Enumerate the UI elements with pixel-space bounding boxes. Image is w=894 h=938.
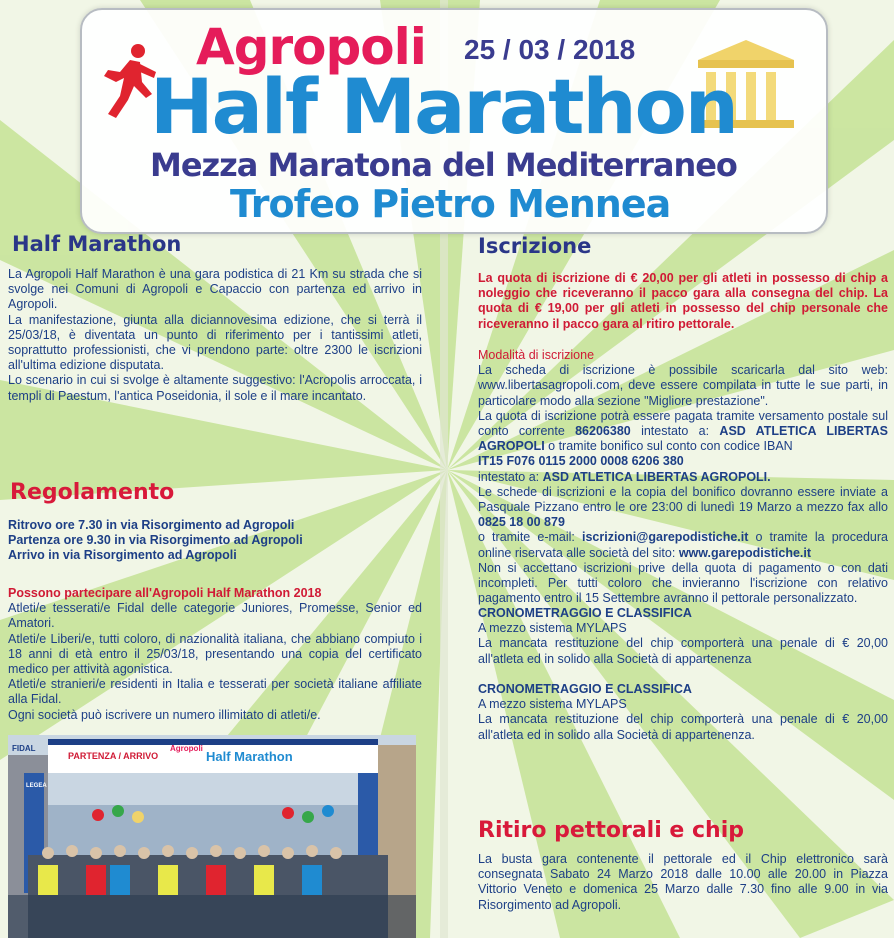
paragraph: Atleti/e tesserati/e Fidal delle categorie Juniores, Promesse, Senior ed Amatori. (8, 601, 422, 631)
text: intestato a: (478, 469, 543, 484)
half-marathon-heading: Half Marathon (12, 232, 182, 256)
paragraph: Atleti/e stranieri/e residenti in Italia e tesserati per società italiane affiliate alla Fidal. (8, 677, 422, 707)
banner-sponsor: FIDAL (12, 744, 36, 753)
schedule-line: Ritrovo ore 7.30 in via Risorgimento ad Agropoli (8, 518, 295, 532)
mode-paragraph (478, 470, 888, 485)
trophy-title: Trofeo Pietro Mennea (230, 182, 671, 226)
half-marathon-text (8, 267, 422, 404)
ritiro-text: La busta gara contenente il pettorale ed il Chip elettronico sarà consegnata Sabato 24 Marzo 2018 dalle 10.00 alle 20.00 in Piazza Vittorio Veneto e domenica 25 Marzo dalle 7.30 fino alle 9.00 in via Risorgimento ad Agropoli. (478, 852, 888, 912)
mode-paragraph (478, 485, 888, 531)
schedule (8, 518, 422, 564)
paragraph: La Agropoli Half Marathon è una gara podistica di 21 Km su strada che si svolge nei Comuni di Agropoli e Capaccio con partenza ed arrivo in Agropoli. (8, 267, 422, 312)
mode-title: Modalità di iscrizione (478, 348, 595, 362)
text: Le schede di iscrizioni e la copia del bonifico dovranno essere inviate a Pasquale Pizzano entro le ore 23:00 di lunedì 19 Marzo a mezzo fax allo (478, 484, 888, 515)
schedule-line: Partenza ore 9.30 in via Risorgimento ad Agropoli (8, 533, 303, 548)
subtitle: Mezza Maratona del Mediterraneo (150, 146, 737, 184)
timing-system: A mezzo sistema MYLAPS (478, 621, 627, 636)
race-start-photo (8, 735, 416, 938)
text: o tramite e-mail: (478, 530, 582, 545)
mode-paragraph (478, 409, 888, 455)
title-agropoli: Agropoli (196, 18, 426, 76)
regolamento-heading: Regolamento (10, 480, 175, 505)
participants-block (8, 586, 422, 723)
registration-modes (478, 348, 888, 606)
ritiro-heading: Ritiro pettorali e chip (478, 818, 744, 843)
paragraph: Ogni società può iscrivere un numero illimitato di atleti/e. (8, 707, 321, 722)
mode-paragraph: La scheda di iscrizione è possibile scaricarla dal sito web: www.libertasagropoli.com, deve essere compilata in tutte le sue parti, in particolare modo alla sezione "Migliore prestazione". (478, 363, 888, 408)
banner-brand: Agropoli (170, 744, 203, 753)
fee-text: La quota di iscrizione di € 20,00 per gli atleti in possesso di chip a noleggio che riceveranno il pacco gara alla consegna del chip. La quota di € 19,00 per gli atleti in possesso del chip personale che riceveranno il pacco gara al ritiro pettorale. (478, 271, 888, 331)
sponsor-left: LEGEA (26, 783, 47, 789)
event-date: 25 / 03 / 2018 (464, 34, 636, 65)
title-half-marathon: Half Marathon (150, 62, 737, 151)
postal-account: 86206380 (575, 424, 631, 439)
timing-penalty: La mancata restituzione del chip comporterà una penale di € 20,00 all'atleta ed in solido alla Società di appartenenza. (478, 712, 888, 742)
fax-number: 0825 18 00 879 (478, 515, 565, 530)
text: o tramite bonifico sul conto con codice IBAN (544, 439, 793, 454)
banner-title: Half Marathon (206, 749, 293, 764)
timing-system: A mezzo sistema MYLAPS (478, 697, 627, 712)
text: o tramite la procedura online riservata alle società del sito: (478, 530, 888, 560)
schedule-line: Arrivo in via Risorgimento ad Agropoli (8, 548, 237, 563)
timing-title: CRONOMETRAGGIO E CLASSIFICA (478, 682, 692, 696)
iscrizione-heading: Iscrizione (478, 234, 592, 258)
paragraph: Lo scenario in cui si svolge è altamente suggestivo: l'Acropolis arroccata, i templi di Paestum, l'antica Poseidonia, il sole e il mare incantato. (8, 373, 422, 403)
account-holder: ASD ATLETICA LIBERTAS AGROPOLI (478, 424, 888, 454)
timing-block-1 (478, 606, 888, 667)
iban: IT15 F076 0115 2000 0008 6206 380 (478, 454, 684, 469)
timing-block-2 (478, 682, 888, 743)
paragraph: Atleti/e Liberi/e, tutti coloro, di nazionalità italiana, che abbiano compiuto i 18 anni di età entro il 25/03/18, presentando una copia del certificato medico per attività agonistica. (8, 631, 422, 677)
website-link[interactable]: www.garepodistiche.it (678, 545, 812, 560)
mode-paragraph: Non si accettano iscrizioni prive della quota di pagamento o con dati incompleti. Per tutti coloro che invieranno l'iscrizione con relativo pagamento entro il 15 Settembre avranno il pettorale personalizzato. (478, 560, 888, 606)
timing-title: CRONOMETRAGGIO E CLASSIFICA (478, 606, 692, 620)
text: intestato a: (630, 424, 720, 439)
account-holder: ASD ATLETICA LIBERTAS AGROPOLI. (542, 469, 771, 484)
mode-paragraph (478, 530, 888, 560)
banner-left: PARTENZA / ARRIVO (68, 751, 159, 761)
email-link[interactable]: iscrizioni@garepodistiche.it (582, 530, 749, 545)
text: La quota di iscrizione potrà essere pagata tramite versamento postale sul conto corrente (478, 408, 888, 439)
timing-penalty: La mancata restituzione del chip comporterà una penale di € 20,00 all'atleta ed in solido alla Società di appartenenza (478, 636, 888, 666)
participants-title: Possono partecipare all'Agropoli Half Marathon 2018 (8, 586, 322, 600)
paragraph: La manifestazione, giunta alla diciannovesima edizione, che si terrà il 25/03/18, è diventata un punto di riferimento per i tantissimi atleti, soprattutto professionisti, che vi prendono parte: oltre 2300 le iscrizioni all'ultima edizione disputata. (8, 312, 422, 373)
